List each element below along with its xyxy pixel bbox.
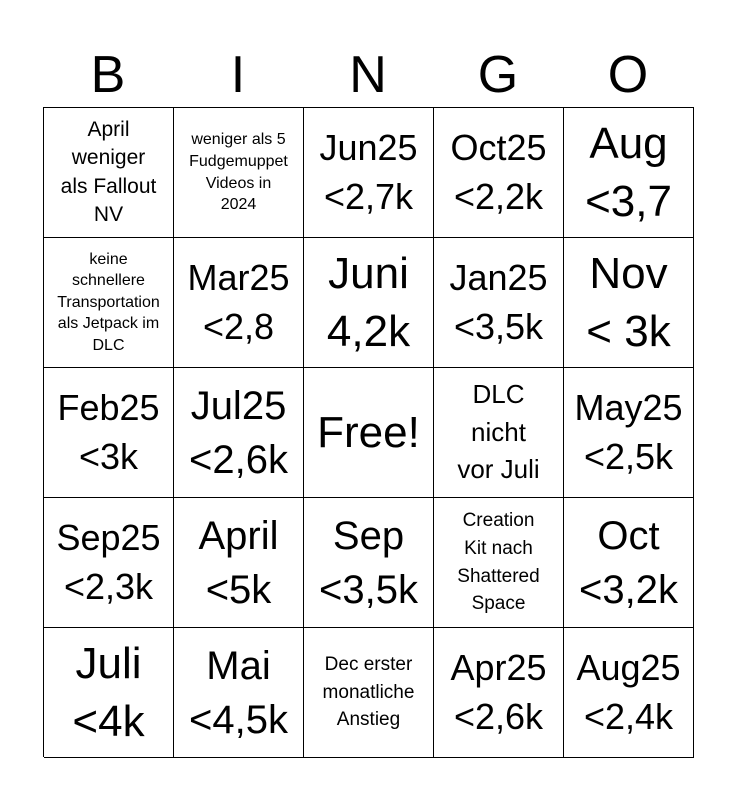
bingo-cell-r4c1[interactable]: Sep25 <2,3k	[44, 498, 174, 628]
bingo-cell-r4c3[interactable]: Sep <3,5k	[304, 498, 434, 628]
bingo-cell-r1c2[interactable]: weniger als 5 Fudgemuppet Videos in 2024	[174, 108, 304, 238]
bingo-cell-r5c4[interactable]: Apr25 <2,6k	[434, 628, 564, 758]
bingo-cell-r1c4[interactable]: Oct25 <2,2k	[434, 108, 564, 238]
bingo-cell-r4c4[interactable]: Creation Kit nach Shattered Space	[434, 498, 564, 628]
bingo-cell-r1c1[interactable]: April weniger als Fallout NV	[44, 108, 174, 238]
bingo-cell-r3c3[interactable]: Free!	[304, 368, 434, 498]
bingo-cell-r4c5[interactable]: Oct <3,2k	[564, 498, 694, 628]
bingo-cell-r4c2[interactable]: April <5k	[174, 498, 304, 628]
bingo-cell-r2c1[interactable]: keine schnellere Transportation als Jetpack im DLC	[44, 238, 174, 368]
bingo-cell-r3c2[interactable]: Jul25 <2,6k	[174, 368, 304, 498]
bingo-cell-r2c2[interactable]: Mar25 <2,8	[174, 238, 304, 368]
bingo-cell-r5c2[interactable]: Mai <4,5k	[174, 628, 304, 758]
bingo-cell-r3c1[interactable]: Feb25 <3k	[44, 368, 174, 498]
bingo-cell-r1c3[interactable]: Jun25 <2,7k	[304, 108, 434, 238]
bingo-cell-r3c5[interactable]: May25 <2,5k	[564, 368, 694, 498]
header-letter-o: O	[607, 46, 649, 104]
bingo-cell-r5c5[interactable]: Aug25 <2,4k	[564, 628, 694, 758]
header-letter-i: I	[230, 46, 246, 104]
bingo-cell-r2c3[interactable]: Juni 4,2k	[304, 238, 434, 368]
bingo-cell-r5c1[interactable]: Juli <4k	[44, 628, 174, 758]
bingo-cell-r2c4[interactable]: Jan25 <3,5k	[434, 238, 564, 368]
header-letter-g: G	[477, 46, 519, 104]
header-letter-n: N	[349, 46, 387, 104]
header-letter-b: B	[90, 46, 126, 104]
bingo-cell-r5c3[interactable]: Dec erster monatliche Anstieg	[304, 628, 434, 758]
bingo-cell-r2c5[interactable]: Nov < 3k	[564, 238, 694, 368]
bingo-cell-r1c5[interactable]: Aug <3,7	[564, 108, 694, 238]
bingo-cell-r3c4[interactable]: DLC nicht vor Juli	[434, 368, 564, 498]
bingo-header	[43, 44, 693, 106]
bingo-grid	[43, 107, 694, 757]
